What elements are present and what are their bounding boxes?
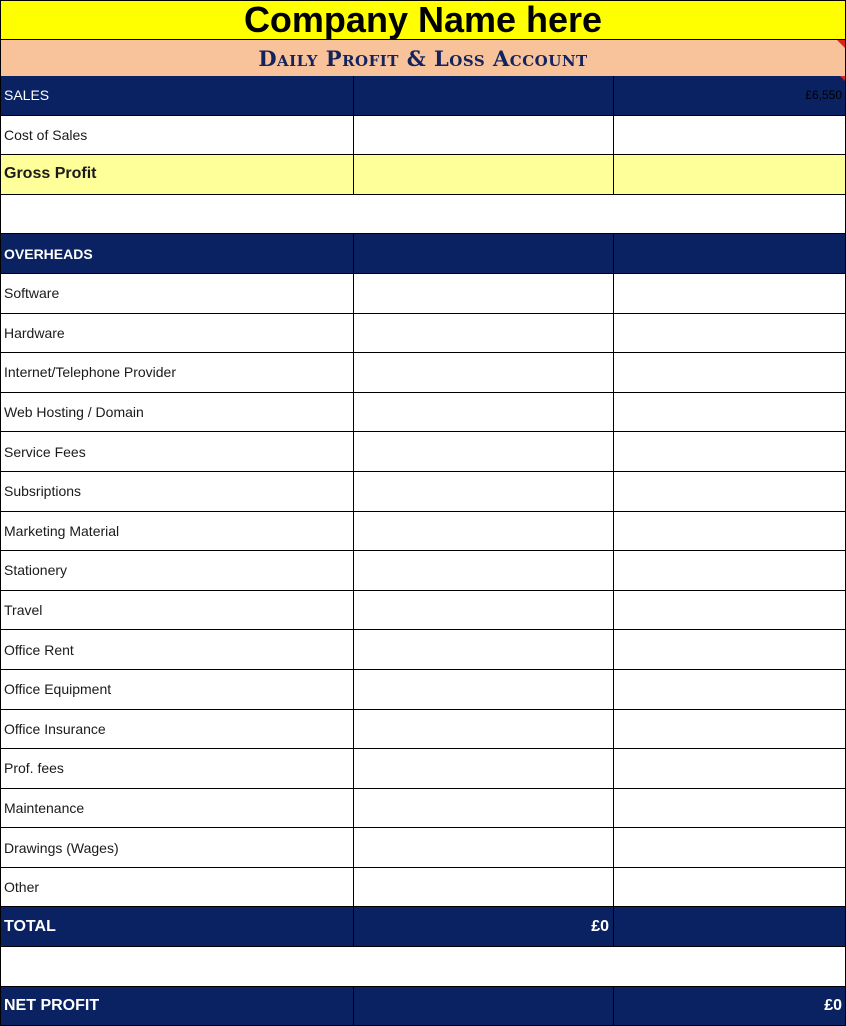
overhead-label[interactable]: Office Equipment (1, 670, 354, 709)
overhead-cell-col2[interactable] (354, 591, 614, 630)
overheads-cell-col2[interactable] (354, 234, 614, 273)
overhead-cell-col3[interactable] (614, 591, 845, 630)
sales-value[interactable] (614, 76, 845, 115)
overhead-row (0, 789, 846, 829)
overhead-row (0, 472, 846, 512)
sales-value-text: £6,550 (805, 88, 842, 103)
overhead-label[interactable]: Internet/Telephone Provider (1, 353, 354, 392)
overhead-cell-col2[interactable] (354, 789, 614, 828)
overhead-row (0, 274, 846, 314)
overhead-cell-col2[interactable] (354, 353, 614, 392)
gross-profit-row (0, 155, 846, 195)
overhead-cell-col2[interactable] (354, 393, 614, 432)
overhead-cell-col3[interactable] (614, 670, 845, 709)
net-profit-value[interactable]: £0 (824, 996, 842, 1014)
spacer-cell[interactable] (1, 947, 845, 986)
overhead-cell-col2[interactable] (354, 314, 614, 353)
overhead-cell-col2[interactable] (354, 472, 614, 511)
overhead-cell-col3[interactable] (614, 393, 845, 432)
overhead-row (0, 828, 846, 868)
overhead-cell-col2[interactable] (354, 512, 614, 551)
comment-indicator-icon[interactable] (839, 76, 845, 81)
overhead-cell-col3[interactable] (614, 828, 845, 867)
overhead-cell-col3[interactable] (614, 432, 845, 471)
gross-profit-cell-col3[interactable] (614, 155, 845, 194)
overhead-label[interactable]: Maintenance (1, 789, 354, 828)
overhead-label[interactable]: Web Hosting / Domain (1, 393, 354, 432)
overhead-label[interactable]: Subsriptions (1, 472, 354, 511)
total-cell-col3[interactable] (614, 907, 845, 946)
overhead-cell-col2[interactable] (354, 670, 614, 709)
gross-profit-label[interactable]: Gross Profit (1, 155, 354, 194)
company-name-title[interactable]: Company Name here (0, 0, 846, 40)
overhead-row (0, 670, 846, 710)
report-subtitle[interactable] (0, 40, 846, 76)
overhead-row (0, 512, 846, 552)
overhead-row (0, 630, 846, 670)
overhead-label[interactable]: Drawings (Wages) (1, 828, 354, 867)
overhead-cell-col2[interactable] (354, 432, 614, 471)
spacer-row (0, 947, 846, 987)
overhead-cell-col3[interactable] (614, 749, 845, 788)
total-label[interactable]: TOTAL (1, 907, 354, 946)
sales-cell-col2[interactable] (354, 76, 614, 115)
comment-indicator-icon[interactable] (837, 40, 845, 48)
net-profit-label[interactable]: NET PROFIT (1, 987, 354, 1026)
overhead-label[interactable]: Other (1, 868, 354, 907)
overhead-cell-col2[interactable] (354, 551, 614, 590)
overheads-cell-col3[interactable] (614, 234, 845, 273)
cost-of-sales-label[interactable]: Cost of Sales (1, 116, 354, 155)
overhead-label[interactable]: Marketing Material (1, 512, 354, 551)
overhead-row (0, 353, 846, 393)
overhead-cell-col3[interactable] (614, 274, 845, 313)
overhead-cell-col2[interactable] (354, 749, 614, 788)
overhead-cell-col3[interactable] (614, 868, 845, 907)
overhead-label[interactable]: Service Fees (1, 432, 354, 471)
total-row (0, 907, 846, 947)
spacer-row (0, 195, 846, 235)
overhead-row (0, 749, 846, 789)
overhead-cell-col3[interactable] (614, 630, 845, 669)
overhead-cell-col2[interactable] (354, 868, 614, 907)
overhead-row (0, 551, 846, 591)
gross-profit-cell-col2[interactable] (354, 155, 614, 194)
cost-of-sales-cell-col3[interactable] (614, 116, 845, 155)
cost-of-sales-cell-col2[interactable] (354, 116, 614, 155)
overhead-items (0, 274, 846, 908)
overhead-cell-col3[interactable] (614, 472, 845, 511)
overhead-row (0, 710, 846, 750)
sales-label[interactable]: SALES (1, 76, 354, 115)
overhead-label[interactable]: Prof. fees (1, 749, 354, 788)
overhead-row (0, 868, 846, 908)
overhead-cell-col3[interactable] (614, 551, 845, 590)
overhead-cell-col2[interactable] (354, 710, 614, 749)
overhead-cell-col3[interactable] (614, 353, 845, 392)
overhead-row (0, 432, 846, 472)
overhead-row (0, 393, 846, 433)
overheads-label[interactable]: OVERHEADS (1, 234, 354, 273)
net-profit-cell-col2[interactable] (354, 987, 614, 1026)
overhead-cell-col3[interactable] (614, 512, 845, 551)
overhead-label[interactable]: Stationery (1, 551, 354, 590)
overhead-cell-col2[interactable] (354, 274, 614, 313)
overhead-cell-col2[interactable] (354, 630, 614, 669)
overheads-header-row (0, 234, 846, 274)
overhead-cell-col3[interactable] (614, 710, 845, 749)
overhead-label[interactable]: Office Rent (1, 630, 354, 669)
cost-of-sales-row (0, 116, 846, 156)
overhead-cell-col3[interactable] (614, 314, 845, 353)
overhead-label[interactable]: Travel (1, 591, 354, 630)
overhead-label[interactable]: Software (1, 274, 354, 313)
overhead-label[interactable]: Hardware (1, 314, 354, 353)
overhead-label[interactable]: Office Insurance (1, 710, 354, 749)
total-value[interactable]: £0 (354, 907, 614, 946)
report-subtitle-text: Daily Profit & Loss Account (258, 45, 588, 71)
overhead-cell-col3[interactable] (614, 789, 845, 828)
net-profit-row (0, 987, 846, 1026)
overhead-row (0, 591, 846, 631)
overhead-cell-col2[interactable] (354, 828, 614, 867)
overhead-row (0, 314, 846, 354)
sales-row (0, 76, 846, 116)
spacer-cell[interactable] (1, 195, 845, 234)
